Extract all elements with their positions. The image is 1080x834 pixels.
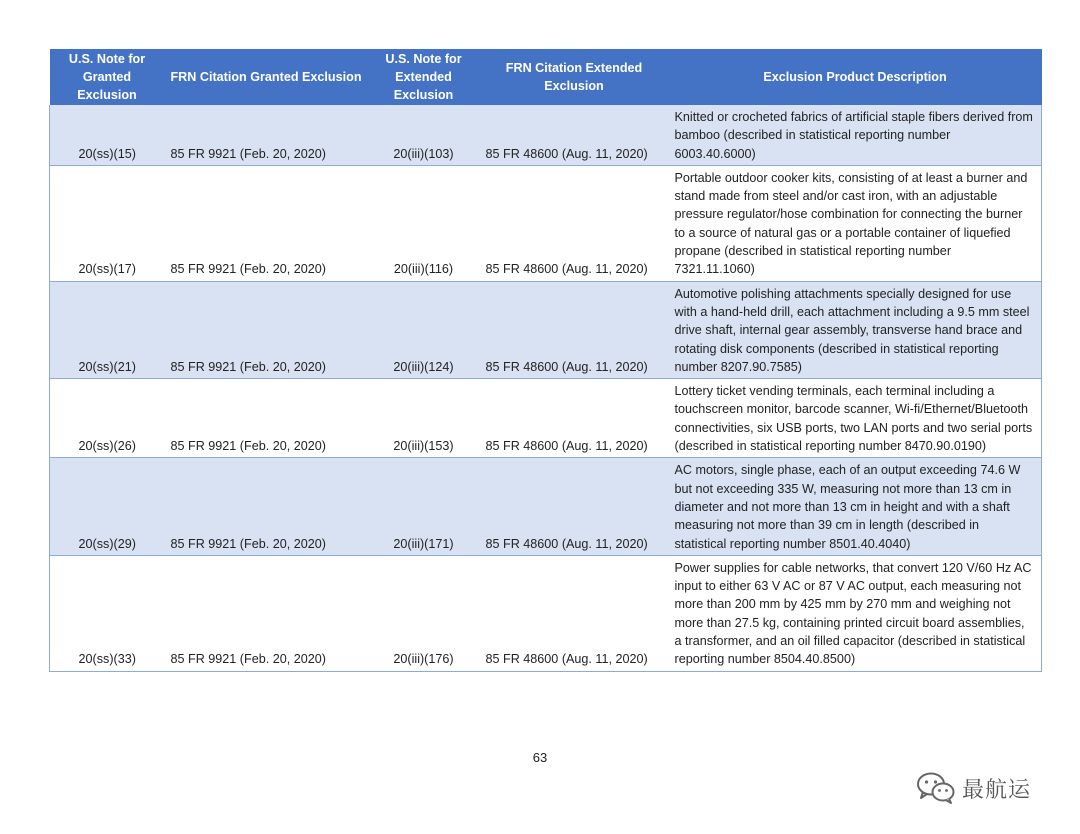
extended-note-cell: 20(iii)(171) [368,458,480,555]
extended-frn-cell: 85 FR 48600 (Aug. 11, 2020) [480,379,669,458]
granted-note-cell: 20(ss)(15) [50,105,165,165]
header-extended-note: U.S. Note for Extended Exclusion [368,49,480,105]
description-cell: Knitted or crocheted fabrics of artificial staple fibers derived from bamboo (described in statistical reporting number 6003.40.6000) [669,105,1042,165]
extended-note-cell: 20(iii)(176) [368,555,480,671]
table-row [50,458,1042,555]
table-body [50,105,1042,671]
granted-frn-cell: 85 FR 9921 (Feb. 20, 2020) [165,165,368,281]
extended-note-cell: 20(iii)(153) [368,379,480,458]
table-row [50,555,1042,671]
extended-frn-cell: 85 FR 48600 (Aug. 11, 2020) [480,165,669,281]
granted-note-cell: 20(ss)(33) [50,555,165,671]
header-extended-frn: FRN Citation Extended Exclusion [480,49,669,105]
extended-frn-cell: 85 FR 48600 (Aug. 11, 2020) [480,281,669,378]
table-row [50,105,1042,165]
granted-note-cell: 20(ss)(17) [50,165,165,281]
table-row [50,281,1042,378]
description-cell: Lottery ticket vending terminals, each terminal including a touchscreen monitor, barcode scanner, Wi-fi/Ethernet/Bluetooth connectivities, six USB ports, two LAN ports and two serial ports (described in statistical reporting number 8470.90.0190) [669,379,1042,458]
granted-note-cell: 20(ss)(29) [50,458,165,555]
granted-note-cell: 20(ss)(21) [50,281,165,378]
extended-note-cell: 20(iii)(103) [368,105,480,165]
granted-frn-cell: 85 FR 9921 (Feb. 20, 2020) [165,555,368,671]
granted-note-cell: 20(ss)(26) [50,379,165,458]
exclusions-table [49,49,1042,672]
description-cell: AC motors, single phase, each of an output exceeding 74.6 W but not exceeding 335 W, measuring not more than 13 cm in diameter and not more than 13 cm in height and with a shaft measuring not more than 39 cm in length (described in statistical reporting number 8501.40.4040) [669,458,1042,555]
table-header [50,49,1042,105]
extended-frn-cell: 85 FR 48600 (Aug. 11, 2020) [480,105,669,165]
extended-frn-cell: 85 FR 48600 (Aug. 11, 2020) [480,555,669,671]
description-cell: Power supplies for cable networks, that convert 120 V/60 Hz AC input to either 63 V AC or 87 V AC output, each measuring not more than 200 mm by 425 mm by 270 mm and weighing not more than 27.5 kg, containing printed circuit board assemblies, a transformer, and an oil filled capacitor (described in statistical reporting number 8504.40.8500) [669,555,1042,671]
description-cell: Portable outdoor cooker kits, consisting of at least a burner and stand made from steel and/or cast iron, with an adjustable pressure regulator/hose combination for connecting the burner to a source of natural gas or a portable container of liquefied propane (described in statistical reporting number 7321.11.1060) [669,165,1042,281]
header-granted-frn: FRN Citation Granted Exclusion [165,49,368,105]
watermark [916,770,1056,806]
extended-frn-cell: 85 FR 48600 (Aug. 11, 2020) [480,458,669,555]
description-cell: Automotive polishing attachments specially designed for use with a hand-held drill, each attachment including a 9.5 mm steel drive shaft, internal gear assembly, transverse hand brace and rotating disk components (described in statistical reporting number 8207.90.7585) [669,281,1042,378]
header-description: Exclusion Product Description [669,49,1042,105]
granted-frn-cell: 85 FR 9921 (Feb. 20, 2020) [165,105,368,165]
header-granted-note: U.S. Note for Granted Exclusion [50,49,165,105]
extended-note-cell: 20(iii)(116) [368,165,480,281]
page-number: 63 [532,750,548,765]
wechat-icon [916,771,956,805]
granted-frn-cell: 85 FR 9921 (Feb. 20, 2020) [165,379,368,458]
granted-frn-cell: 85 FR 9921 (Feb. 20, 2020) [165,281,368,378]
table-row [50,165,1042,281]
table-row [50,379,1042,458]
watermark-text: 最航运 [962,777,1032,803]
header-row [50,49,1042,105]
extended-note-cell: 20(iii)(124) [368,281,480,378]
granted-frn-cell: 85 FR 9921 (Feb. 20, 2020) [165,458,368,555]
